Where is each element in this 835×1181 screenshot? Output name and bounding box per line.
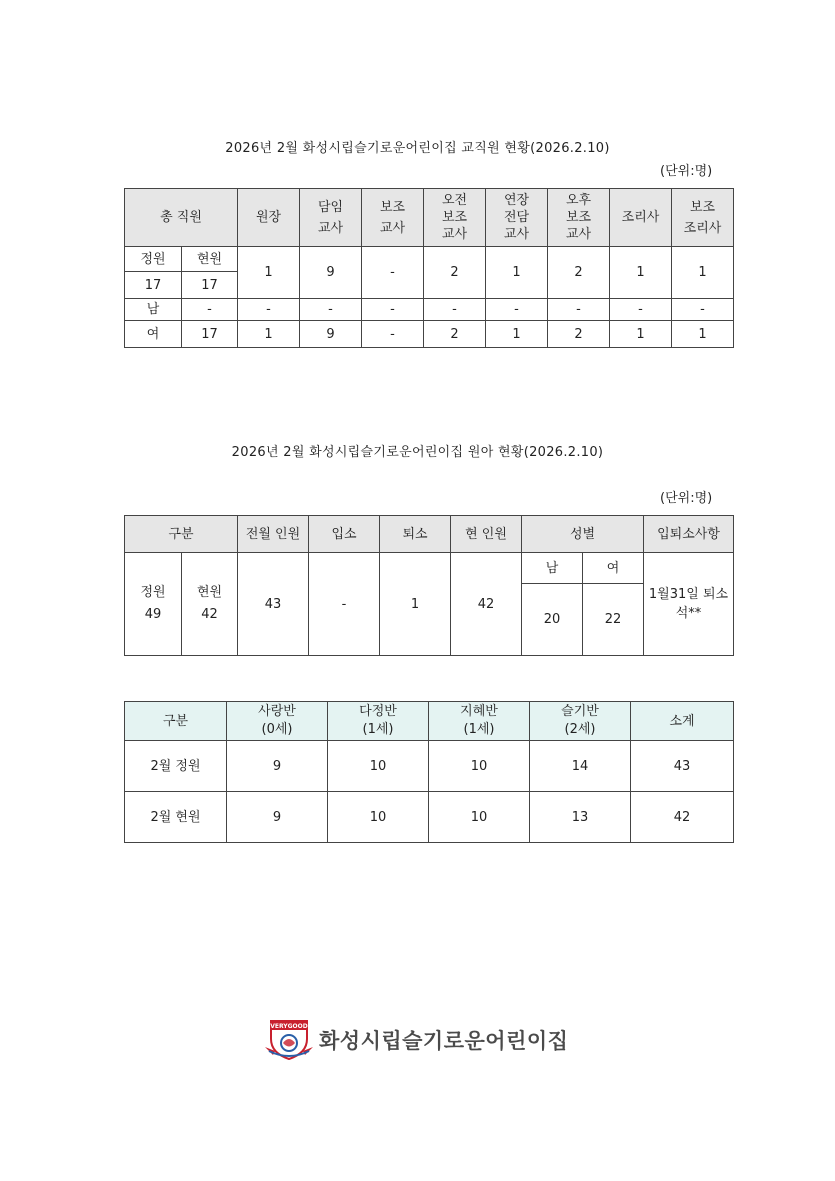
female-count: 22 (583, 584, 644, 656)
sub-quota-label: 정원 (125, 247, 182, 272)
male-count: - (486, 299, 548, 321)
current-value: 17 (182, 272, 238, 299)
male-count: - (300, 299, 362, 321)
cell-value: 13 (530, 792, 631, 843)
children-unit: (단위:명) (660, 491, 713, 506)
row-label: 2월 정원 (125, 741, 227, 792)
count-afternoon: 2 (548, 247, 610, 299)
cell-value: 10 (328, 741, 429, 792)
prev-month-value: 43 (238, 553, 309, 656)
count-extended: 1 (486, 247, 548, 299)
count-assistant: - (362, 247, 424, 299)
class-header-seulgi: 슬기반 (2세) (530, 702, 631, 741)
class-header-jihye: 지혜반 (1세) (429, 702, 530, 741)
table-row (125, 792, 734, 843)
female-count: 1 (486, 321, 548, 348)
class-header-category: 구분 (125, 702, 227, 741)
header-now: 현 인원 (451, 516, 522, 553)
row-total: 42 (631, 792, 734, 843)
male-count: - (610, 299, 672, 321)
class-header-dajeong: 다정반 (1세) (328, 702, 429, 741)
header-assistant-teacher: 보조 교사 (362, 189, 424, 247)
cell-value: 14 (530, 741, 631, 792)
now-value: 42 (451, 553, 522, 656)
male-label: 남 (125, 299, 182, 321)
male-count: 20 (522, 584, 583, 656)
male-current: - (182, 299, 238, 321)
female-count: 2 (548, 321, 610, 348)
children-title: 2026년 2월 화성시립슬기로운어린이집 원아 현황(2026.2.10) (231, 445, 604, 460)
svg-text:VERYGOOD: VERYGOOD (270, 1023, 308, 1030)
current-cell: 현원 42 (182, 553, 238, 656)
male-count: - (548, 299, 610, 321)
admitted-value: - (309, 553, 380, 656)
header-notes: 입퇴소사항 (644, 516, 734, 553)
count-morning: 2 (424, 247, 486, 299)
male-count: - (238, 299, 300, 321)
male-count: - (424, 299, 486, 321)
class-table (124, 701, 734, 843)
header-total-staff: 총 직원 (125, 189, 238, 247)
count-director: 1 (238, 247, 300, 299)
logo (263, 1015, 583, 1065)
staff-table (124, 188, 734, 348)
header-extended-teacher: 연장 전담 교사 (486, 189, 548, 247)
count-homeroom: 9 (300, 247, 362, 299)
male-count: - (672, 299, 734, 321)
class-header-total: 소계 (631, 702, 734, 741)
female-label: 여 (583, 553, 644, 584)
staff-unit: (단위:명) (660, 164, 713, 179)
header-category: 구분 (125, 516, 238, 553)
header-prev-month: 전월 인원 (238, 516, 309, 553)
male-row (125, 299, 734, 321)
quota-cell: 정원 49 (125, 553, 182, 656)
count-assistant-cook: 1 (672, 247, 734, 299)
shield-emblem-icon (263, 1017, 315, 1061)
notes-value: 1월31일 퇴소 석** (644, 553, 734, 656)
class-header-sarang: 사랑반 (0세) (227, 702, 328, 741)
male-count: - (362, 299, 424, 321)
header-assistant-cook: 보조 조리사 (672, 189, 734, 247)
header-cook: 조리사 (610, 189, 672, 247)
row-total: 43 (631, 741, 734, 792)
table-row (125, 741, 734, 792)
female-count: 2 (424, 321, 486, 348)
female-count: 1 (610, 321, 672, 348)
header-gender: 성별 (522, 516, 644, 553)
female-count: 9 (300, 321, 362, 348)
header-director: 원장 (238, 189, 300, 247)
female-count: - (362, 321, 424, 348)
row-label: 2월 현원 (125, 792, 227, 843)
female-current: 17 (182, 321, 238, 348)
female-count: 1 (672, 321, 734, 348)
header-admitted: 입소 (309, 516, 380, 553)
header-morning-assistant: 오전 보조 교사 (424, 189, 486, 247)
logo-name: 화성시립슬기로운어린이집 (319, 1029, 569, 1053)
sub-current-label: 현원 (182, 247, 238, 272)
female-count: 1 (238, 321, 300, 348)
withdrawn-value: 1 (380, 553, 451, 656)
cell-value: 9 (227, 741, 328, 792)
cell-value: 9 (227, 792, 328, 843)
cell-value: 10 (429, 792, 530, 843)
male-label: 남 (522, 553, 583, 584)
quota-value: 17 (125, 272, 182, 299)
female-label: 여 (125, 321, 182, 348)
header-withdrawn: 퇴소 (380, 516, 451, 553)
female-row (125, 321, 734, 348)
staff-title: 2026년 2월 화성시립슬기로운어린이집 교직원 현황(2026.2.10) (225, 141, 610, 156)
children-table (124, 515, 734, 656)
count-cook: 1 (610, 247, 672, 299)
cell-value: 10 (328, 792, 429, 843)
cell-value: 10 (429, 741, 530, 792)
header-homeroom-teacher: 담임 교사 (300, 189, 362, 247)
header-afternoon-assistant: 오후 보조 교사 (548, 189, 610, 247)
